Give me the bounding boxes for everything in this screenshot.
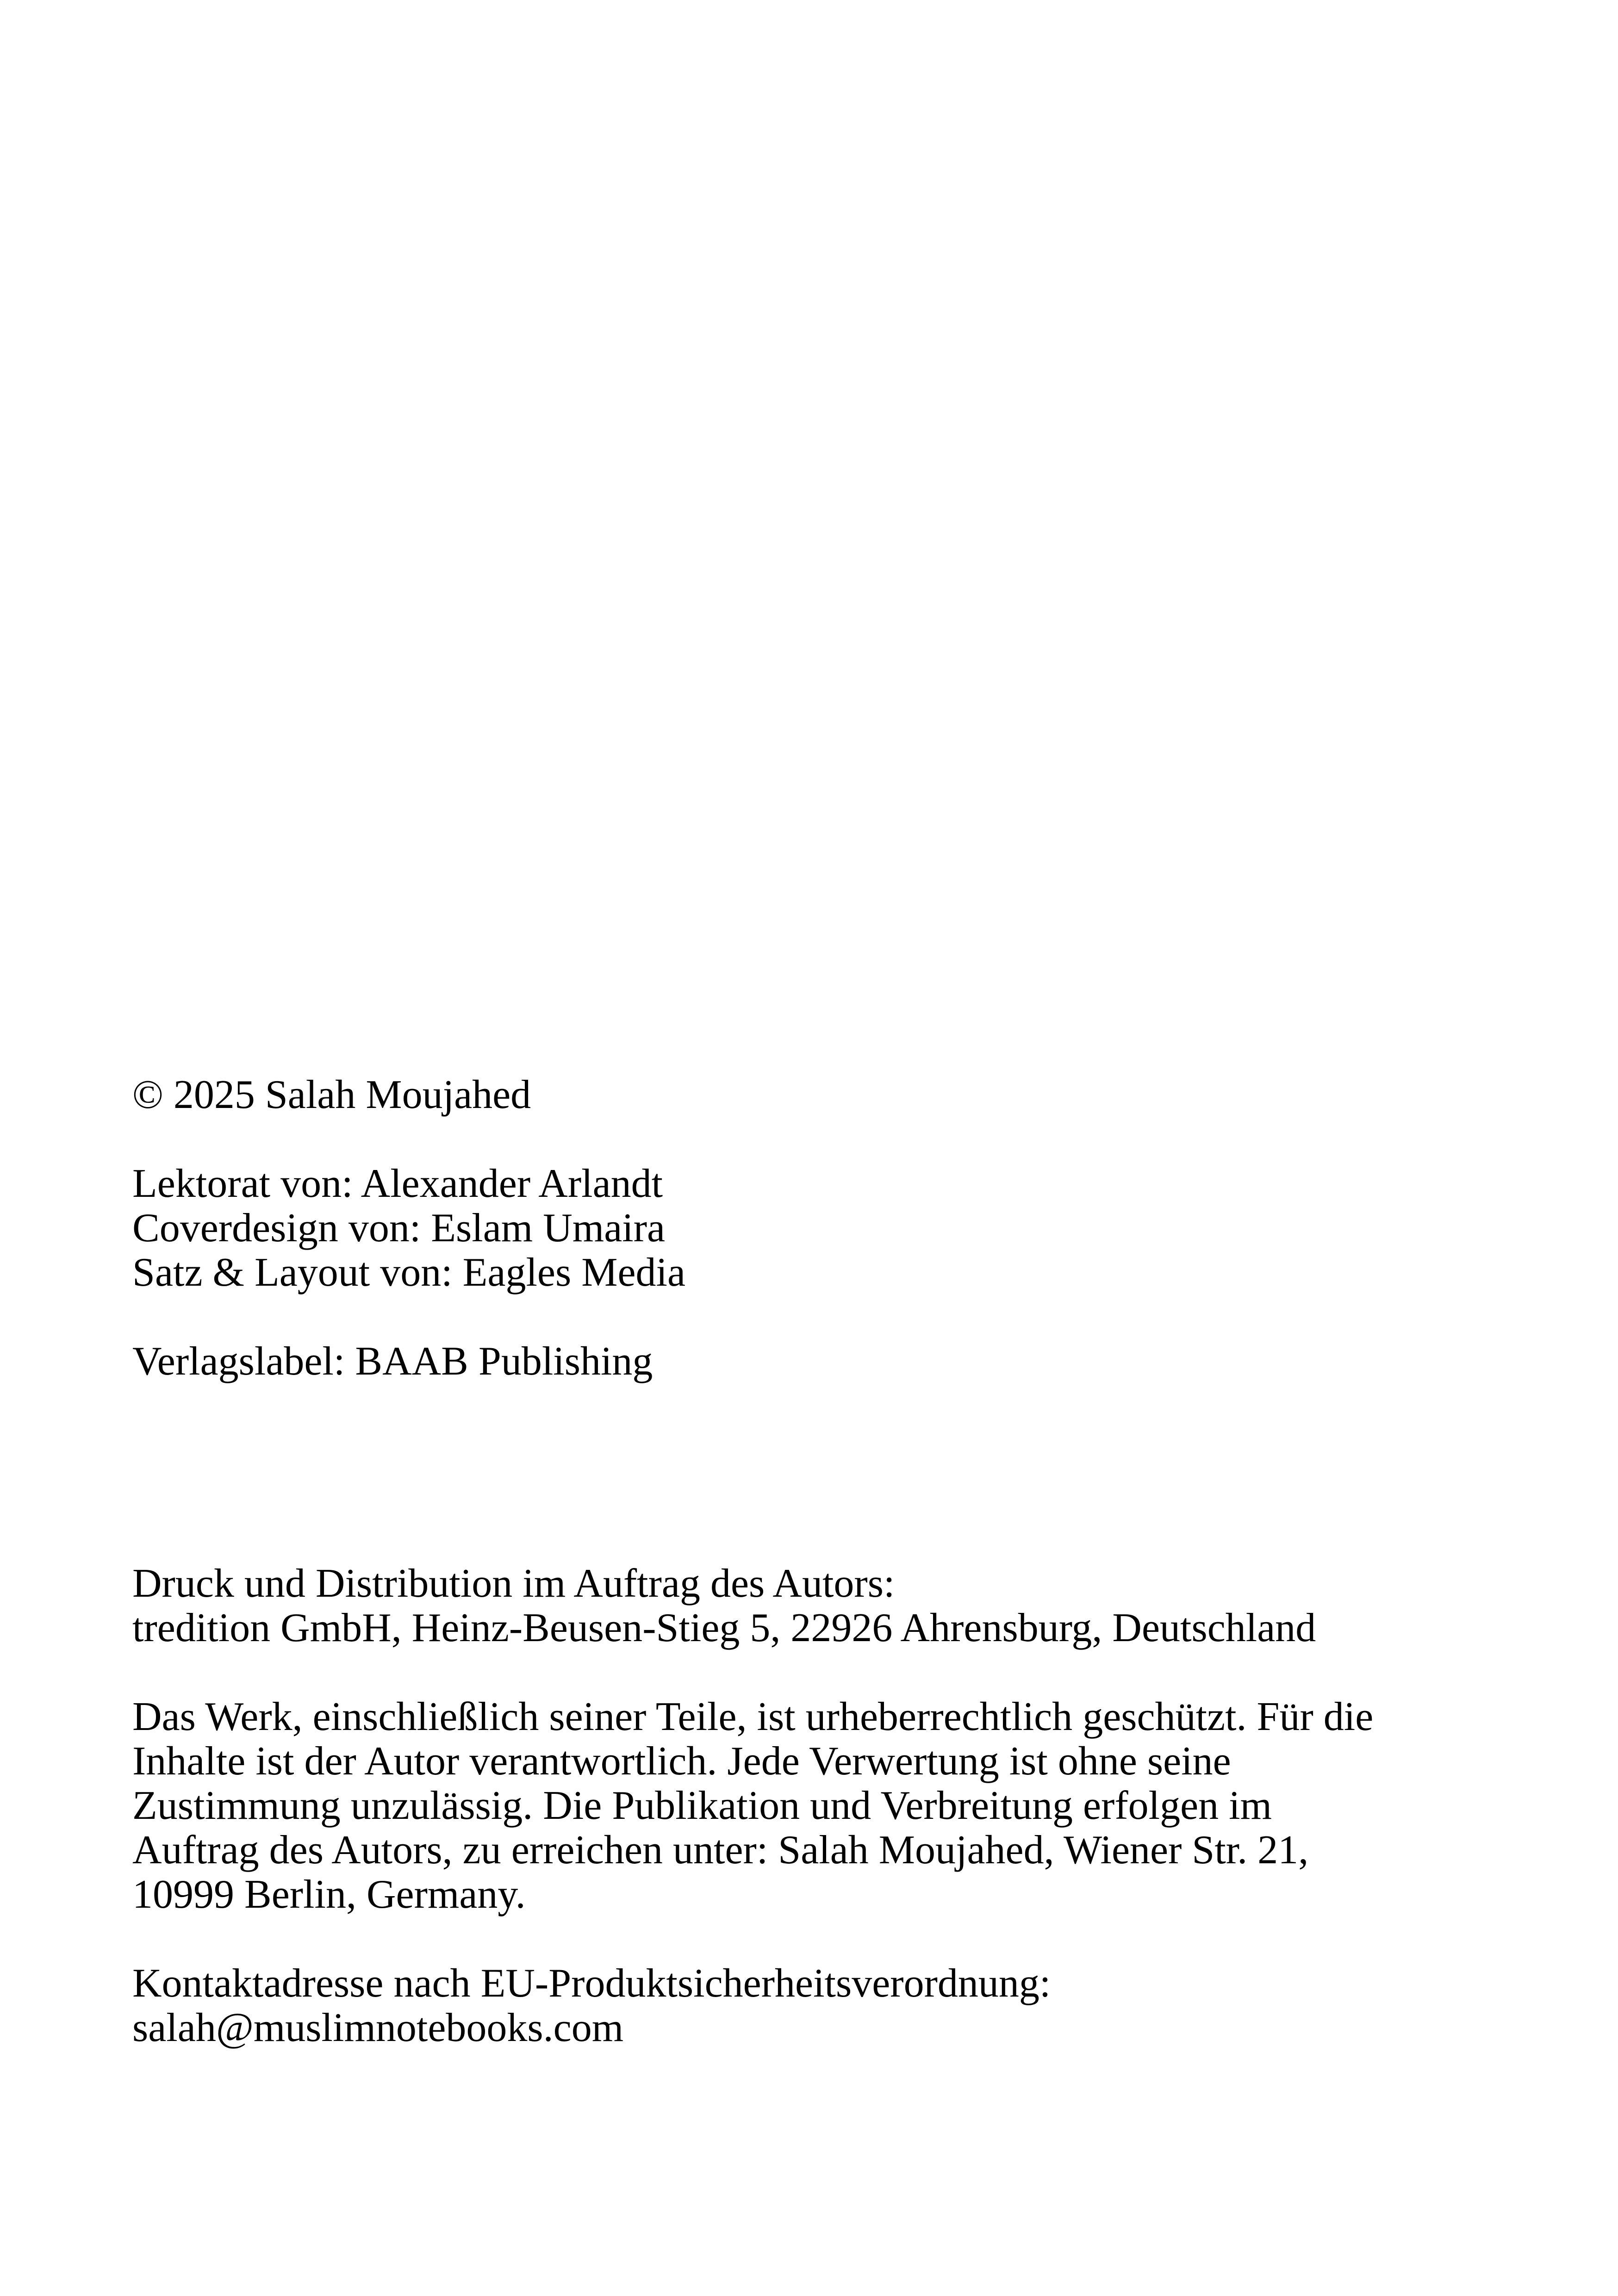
imprint-block [132, 1073, 1502, 2050]
distribution-address: tredition GmbH, Heinz-Beusen-Stieg 5, 22926 Ahrensburg, Deutschland [132, 1605, 1316, 1650]
spacer [132, 1384, 1502, 1562]
contact-heading: Kontaktadresse nach EU-Produktsicherheitsverordnung: [132, 1961, 1051, 2006]
distribution-heading: Druck und Distribution im Auftrag des Autors: [132, 1561, 895, 1606]
credit-editing: Lektorat von: Alexander Arlandt [132, 1161, 663, 1206]
contact-email: salah@muslimnotebooks.com [132, 2005, 624, 2050]
rights-line-3: Zustimmung unzulässig. Die Publikation und Verbreitung erfolgen im [132, 1783, 1272, 1828]
rights-line-1: Das Werk, einschließlich seiner Teile, ist urheberrechtlich geschützt. Für die [132, 1694, 1374, 1739]
rights-line-4: Auftrag des Autors, zu erreichen unter: Salah Moujahed, Wiener Str. 21, [132, 1828, 1309, 1873]
spacer [132, 1650, 1502, 1695]
spacer [132, 1117, 1502, 1162]
credit-cover-design: Coverdesign von: Eslam Umaira [132, 1206, 666, 1251]
spacer [132, 1917, 1502, 1961]
rights-line-2: Inhalte ist der Autor verantwortlich. Jede Verwertung ist ohne seine [132, 1739, 1231, 1784]
copyright-line: © 2025 Salah Moujahed [132, 1072, 531, 1117]
spacer [132, 1295, 1502, 1339]
credit-typesetting: Satz & Layout von: Eagles Media [132, 1250, 686, 1295]
rights-line-5: 10999 Berlin, Germany. [132, 1872, 526, 1917]
publisher-label: Verlagslabel: BAAB Publishing [132, 1339, 653, 1384]
